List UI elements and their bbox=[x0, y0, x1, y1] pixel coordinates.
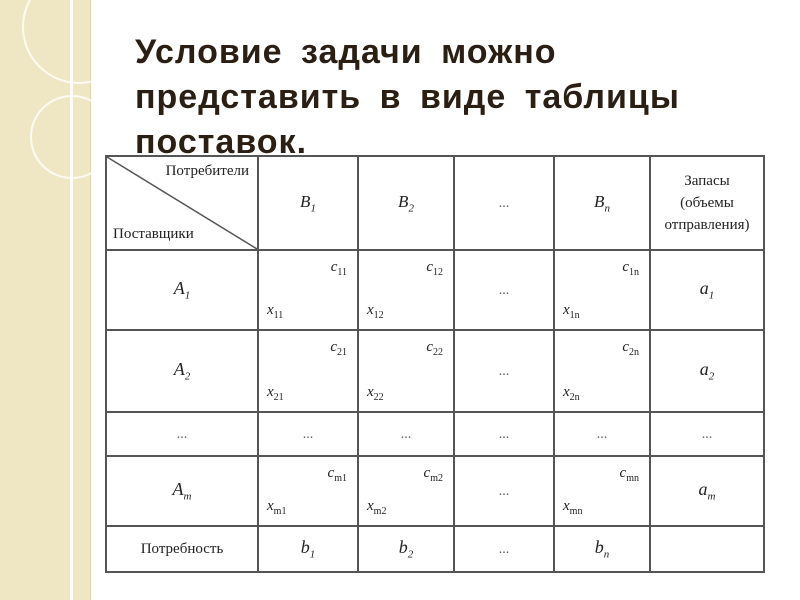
consumer-header bbox=[554, 156, 650, 250]
ellipsis: ... bbox=[596, 427, 608, 442]
ellipsis-row bbox=[106, 412, 764, 456]
decorative-ring bbox=[30, 95, 114, 179]
supplier-index: 2 bbox=[184, 370, 191, 383]
cost-index: 22 bbox=[433, 347, 443, 358]
demand-label-cell bbox=[106, 526, 258, 572]
demand-symbol: b bbox=[398, 537, 408, 558]
transport-cell bbox=[358, 330, 454, 412]
title-line: поставок. bbox=[135, 123, 308, 161]
demand-cell bbox=[454, 526, 554, 572]
volume-index: 21 bbox=[273, 392, 284, 403]
cost-symbol: c bbox=[423, 465, 431, 481]
volume-value bbox=[367, 498, 386, 517]
volume-value bbox=[563, 302, 580, 321]
empty-cell bbox=[650, 526, 764, 572]
table-row bbox=[106, 456, 764, 526]
ellipsis: ... bbox=[498, 484, 510, 499]
ellipsis: ... bbox=[498, 427, 510, 442]
header-row bbox=[106, 156, 764, 250]
stock-header bbox=[650, 156, 764, 250]
volume-symbol: x bbox=[367, 498, 374, 514]
title-line: Условие задачи можно bbox=[135, 33, 557, 71]
volume-index: 2n bbox=[569, 392, 580, 403]
cost-value bbox=[622, 259, 639, 278]
table-row bbox=[106, 330, 764, 412]
cost-symbol: c bbox=[622, 339, 629, 355]
transport-cell bbox=[258, 456, 358, 526]
cost-value bbox=[622, 339, 639, 358]
volume-value bbox=[267, 498, 286, 517]
cost-symbol: c bbox=[426, 259, 433, 275]
supply-table bbox=[105, 155, 765, 573]
cost-value bbox=[331, 259, 347, 278]
consumer-letter: B bbox=[398, 191, 409, 211]
ellipsis-cell bbox=[650, 412, 764, 456]
decorative-side-band bbox=[0, 0, 91, 600]
ellipsis: ... bbox=[400, 427, 412, 442]
corner-cell bbox=[106, 156, 258, 250]
transport-cell bbox=[258, 250, 358, 330]
ellipsis-cell bbox=[106, 412, 258, 456]
volume-index: 12 bbox=[373, 310, 384, 321]
volume-index: 1n bbox=[569, 310, 580, 321]
consumer-header bbox=[454, 156, 554, 250]
transport-cell bbox=[554, 330, 650, 412]
consumer-index: 2 bbox=[408, 202, 414, 215]
stock-header-line: (объемы bbox=[680, 195, 734, 211]
demand-symbol: b bbox=[594, 537, 604, 558]
volume-symbol: x bbox=[563, 384, 570, 400]
volume-index: mn bbox=[569, 506, 583, 517]
volume-symbol: x bbox=[367, 384, 374, 400]
transport-cell bbox=[358, 456, 454, 526]
consumer-index: 1 bbox=[310, 202, 316, 215]
consumer-letter: B bbox=[594, 191, 605, 211]
slide-title bbox=[135, 30, 775, 165]
cost-symbol: c bbox=[426, 339, 433, 355]
supplier-index: m bbox=[183, 490, 192, 503]
cost-index: m1 bbox=[334, 473, 347, 484]
stock-cell bbox=[650, 456, 764, 526]
consumer-index: n bbox=[604, 202, 610, 215]
supplier-letter: A bbox=[173, 278, 185, 299]
title-line: представить в виде таблицы bbox=[135, 78, 680, 116]
volume-value bbox=[367, 302, 384, 321]
demand-index: 2 bbox=[407, 548, 414, 561]
ellipsis: ... bbox=[498, 542, 510, 557]
cost-symbol: c bbox=[327, 465, 335, 481]
ellipsis-cell bbox=[358, 412, 454, 456]
stock-index: m bbox=[707, 490, 716, 503]
volume-symbol: x bbox=[267, 384, 274, 400]
supplier-cell bbox=[106, 456, 258, 526]
stock-symbol: a bbox=[698, 479, 708, 500]
table-row bbox=[106, 250, 764, 330]
transport-cell bbox=[554, 250, 650, 330]
ellipsis: ... bbox=[498, 364, 510, 379]
stock-symbol: a bbox=[699, 278, 709, 299]
cost-index: 1n bbox=[629, 267, 639, 278]
cost-symbol: c bbox=[619, 465, 627, 481]
stock-index: 1 bbox=[708, 289, 715, 302]
demand-cell bbox=[258, 526, 358, 572]
transport-cell bbox=[554, 456, 650, 526]
volume-value bbox=[367, 384, 384, 403]
demand-index: n bbox=[603, 548, 610, 561]
cost-symbol: c bbox=[330, 259, 338, 275]
cost-index: 21 bbox=[337, 347, 347, 358]
ellipsis: ... bbox=[701, 427, 713, 442]
volume-value bbox=[267, 302, 283, 321]
cost-index: m2 bbox=[430, 473, 443, 484]
cost-value bbox=[426, 259, 443, 278]
stock-header-line: Запасы bbox=[684, 173, 730, 189]
cost-symbol: c bbox=[330, 339, 337, 355]
cost-index: 2n bbox=[629, 347, 639, 358]
demand-symbol: b bbox=[300, 537, 310, 558]
ellipsis: ... bbox=[498, 283, 510, 298]
stock-cell bbox=[650, 250, 764, 330]
consumer-letter: B bbox=[300, 191, 311, 211]
cost-index: 12 bbox=[433, 267, 443, 278]
ellipsis: ... bbox=[498, 196, 510, 211]
cost-value bbox=[426, 339, 443, 358]
supplier-letter: A bbox=[172, 479, 184, 500]
cost-value bbox=[620, 465, 639, 484]
volume-symbol: x bbox=[563, 498, 570, 514]
stock-cell bbox=[650, 330, 764, 412]
demand-cell bbox=[358, 526, 454, 572]
ellipsis: ... bbox=[302, 427, 314, 442]
stock-header-line: отправления) bbox=[664, 217, 750, 233]
cost-value bbox=[328, 465, 347, 484]
cost-value bbox=[330, 339, 347, 358]
transport-cell bbox=[454, 456, 554, 526]
demand-row bbox=[106, 526, 764, 572]
volume-index: 11 bbox=[273, 310, 284, 321]
demand-index: 1 bbox=[309, 548, 316, 561]
volume-symbol: x bbox=[267, 498, 274, 514]
demand-label: Потребность bbox=[140, 541, 224, 557]
supplier-letter: A bbox=[173, 359, 185, 380]
volume-index: m1 bbox=[273, 506, 287, 517]
volume-value bbox=[563, 384, 580, 403]
volume-index: m2 bbox=[373, 506, 387, 517]
volume-index: 22 bbox=[373, 392, 384, 403]
ellipsis: ... bbox=[176, 427, 188, 442]
consumer-header bbox=[258, 156, 358, 250]
ellipsis-cell bbox=[454, 412, 554, 456]
transport-cell bbox=[454, 330, 554, 412]
decorative-ring bbox=[22, 0, 136, 84]
ellipsis-cell bbox=[554, 412, 650, 456]
consumer-header bbox=[358, 156, 454, 250]
cost-value bbox=[424, 465, 443, 484]
cost-symbol: c bbox=[622, 259, 629, 275]
stock-symbol: a bbox=[699, 359, 709, 380]
volume-value bbox=[563, 498, 582, 517]
stock-index: 2 bbox=[708, 370, 715, 383]
transport-cell bbox=[454, 250, 554, 330]
ellipsis-cell bbox=[258, 412, 358, 456]
volume-symbol: x bbox=[267, 302, 274, 318]
consumers-label: Потребители bbox=[165, 163, 249, 179]
volume-symbol: x bbox=[563, 302, 570, 318]
demand-cell bbox=[554, 526, 650, 572]
transport-cell bbox=[258, 330, 358, 412]
band-stripe bbox=[70, 0, 73, 600]
supplier-cell bbox=[106, 250, 258, 330]
supplier-index: 1 bbox=[184, 289, 191, 302]
volume-symbol: x bbox=[367, 302, 374, 318]
suppliers-label: Поставщики bbox=[113, 226, 194, 242]
cost-index: 11 bbox=[337, 267, 347, 278]
supplier-cell bbox=[106, 330, 258, 412]
transport-cell bbox=[358, 250, 454, 330]
cost-index: mn bbox=[626, 473, 639, 484]
volume-value bbox=[267, 384, 284, 403]
